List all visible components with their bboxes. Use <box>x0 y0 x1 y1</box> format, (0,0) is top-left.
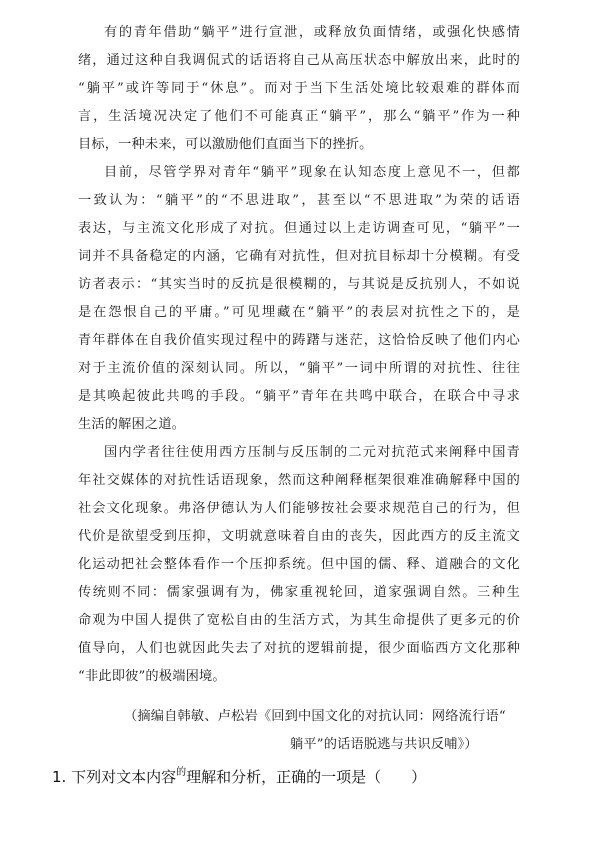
passage-line: 青年群体在自我价值实现过程中的踌躇与迷茫，这恰恰反映了他们内心 <box>78 333 520 348</box>
passage-line: 生活的解困之道。 <box>78 417 186 432</box>
passage-line: 社会文化现象。弗洛伊德认为人们能够按社会要求规范自己的行为，但 <box>78 501 520 516</box>
passage-line: 访者表示：“其实当时的反抗是很模糊的，与其说是反抗别人，不如说 <box>78 277 520 292</box>
question-superscript-char: 的 <box>176 767 187 778</box>
passage-line: 目前，尽管学界对青年“躺平”现象在认知态度上意见不一，但都 <box>104 165 520 180</box>
passage-line: 是其唤起彼此共鸣的手段。“躺平”青年在共鸣中联合，在联合中寻求 <box>78 389 520 404</box>
passage-line: 目标，一种未来，可以激励他们直面当下的挫折。 <box>78 137 373 152</box>
passage-line: 命观为中国人提供了宽松自由的生活方式，为其生命提供了更多元的价 <box>78 613 520 628</box>
passage-line: 国内学者往往使用西方压制与反压制的二元对抗范式来阐释中国青 <box>104 445 520 460</box>
question-text-end: 理解和分析，正确的一项是（ ） <box>186 768 427 786</box>
passage-line: 值导向，人们也就因此失去了对抗的逻辑前提，很少面临西方文化那种 <box>78 641 520 656</box>
passage-line: 传统则不同：儒家强调有为，佛家重视轮回，道家强调自然。三种生 <box>78 585 520 600</box>
passage-line: 对于主流价值的深刻认同。所以，“躺平”一词中所谓的对抗性、往往 <box>78 361 520 376</box>
passage-line: 年社交媒体的对抗性话语现象，然而这种阐释框架很难准确解释中国的 <box>78 473 520 488</box>
passage-line: 化运动把社会整体看作一个压抑系统。但中国的儒、释、道融合的文化 <box>78 557 520 572</box>
passage-line: 词并不具备稳定的内涵，它确有对抗性，但对抗目标却十分模糊。有受 <box>78 249 520 264</box>
passage-line: 一致认为：“躺平”的“不思进取”，甚至以“不思进取”为荣的话语 <box>78 193 520 208</box>
passage-line: 是在怨恨自己的平庸。”可见埋藏在“躺平”的表层对抗性之下的，是 <box>78 305 520 320</box>
passage-line: 有的青年借助“躺平”进行宣泄，或释放负面情绪，或强化快感情 <box>104 25 520 40</box>
source-citation: 躺平”的话语脱逃与共识反哺》） <box>290 737 478 752</box>
source-citation: （摘编自韩敏、卢松岩《回到中国文化的对抗认同：网络流行语“ <box>124 709 506 724</box>
passage-line: 代价是欲望受到压抑，文明就意味着自由的丧失，因此西方的反主流文 <box>78 529 520 544</box>
question-stem <box>52 767 426 790</box>
passage-line: 言，生活境况决定了他们不可能真正“躺平”，那么“躺平”作为一种 <box>78 109 520 124</box>
passage-line: 绪，通过这种自我调侃式的话语将自己从高压状态中解放出来，此时的 <box>78 53 520 68</box>
passage-line: “躺平”或许等同于“休息”。而对于当下生活处境比较艰难的群体而 <box>78 81 520 96</box>
question-text-start: 1. 下列对文本内容 <box>52 768 177 786</box>
passage-line: “非此即彼”的极端困境。 <box>78 669 226 684</box>
passage-line: 表达，与主流文化形成了对抗。但通过以上走访调查可见，“躺平”一 <box>78 221 520 236</box>
